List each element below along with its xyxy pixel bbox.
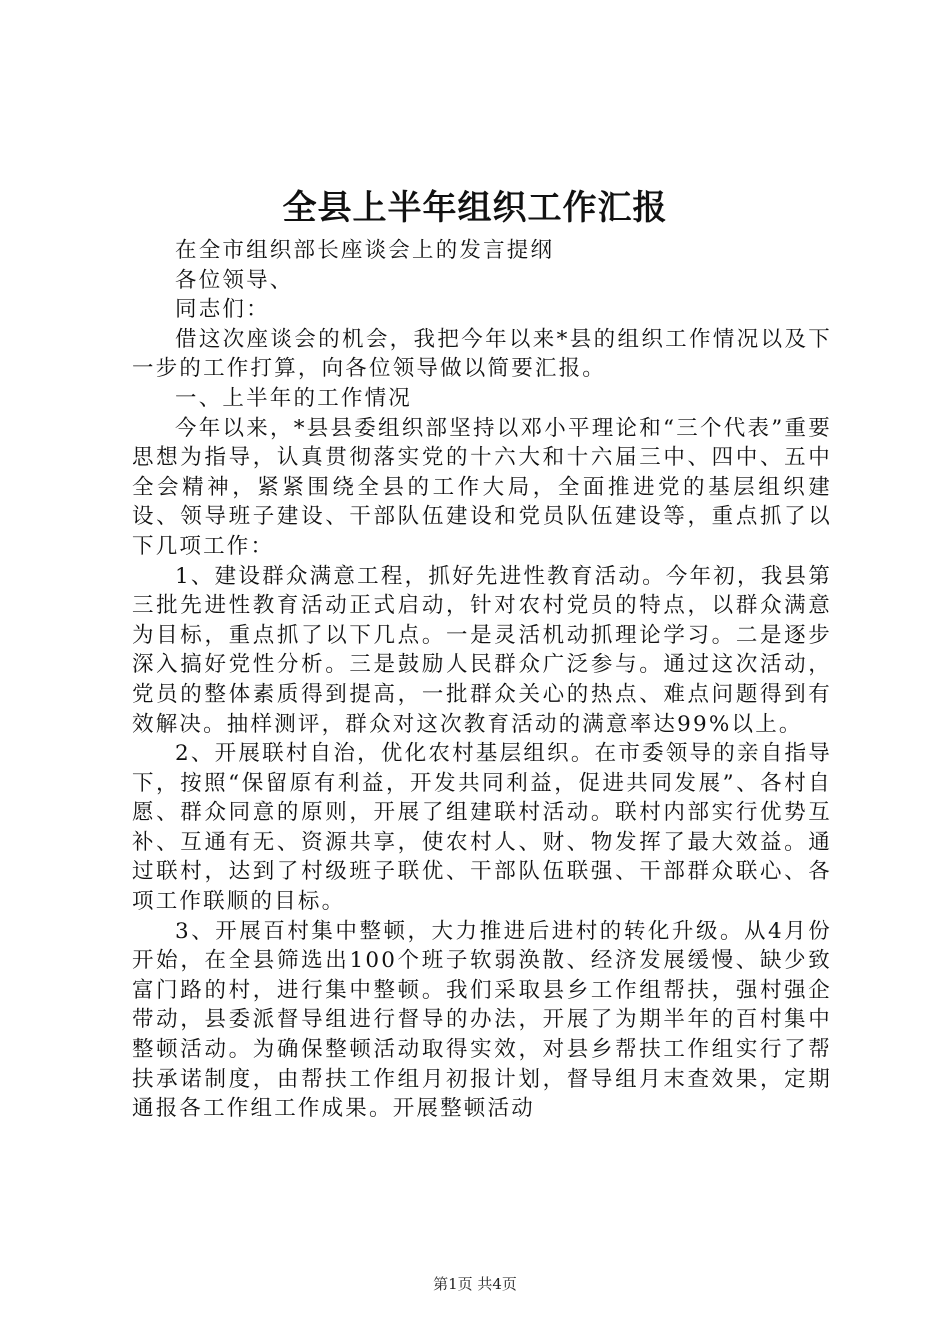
document-body (132, 236, 832, 1124)
paragraph-subtitle: 在全市组织部长座谈会上的发言提纲 (175, 238, 555, 263)
section-heading-1: 一、上半年的工作情况 (175, 385, 413, 411)
paragraph-overview: 今年以来，*县县委组织部坚持以邓小平理论和“三个代表”重要思想为指导，认真贯彻落实党的十六大和十六届三中、四中、五中全会精神，紧紧围绕全县的工作大局，全面推进党的基层组织建设、领导班子建设、干部队伍建设和党员队伍建设等，重点抓了以下几项工作： (132, 415, 832, 559)
paragraph-salutation-comrades: 同志们： (175, 297, 270, 323)
paragraph-item-3: 3、开展百村集中整顿，大力推进后进村的转化升级。从4月份开始，在全县筛选出100个班子软弱涣散、经济发展缓慢、缺少致富门路的村，进行集中整顿。我们采取县乡工作组帮扶，强村强企带动，县委派督导组进行督导的办法，开展了为期半年的百村集中整顿活动。为确保整顿活动取得实效，对县乡帮扶工作组实行了帮扶承诺制度，由帮扶工作组月初报计划，督导组月末查效果，定期通报各工作组工作成果。开展整顿活动 (132, 918, 832, 1122)
page-footer: 第1页 共4页 (433, 1275, 517, 1293)
paragraph-item-1: 1、建设群众满意工程，抓好先进性教育活动。今年初，我县第三批先进性教育活动正式启动，针对农村党员的特点，以群众满意为目标，重点抓了以下几点。一是灵活机动抓理论学习。二是逐步深入搞好党性分析。三是鼓励人民群众广泛参与。通过这次活动，党员的整体素质得到提高，一批群众关心的热点、难点问题得到有效解决。抽样测评，群众对这次教育活动的满意率达99%以上。 (132, 563, 832, 737)
document-title: 全县上半年组织工作汇报 (282, 188, 668, 228)
paragraph-salutation-leaders: 各位领导、 (175, 267, 294, 293)
paragraph-intro: 借这次座谈会的机会，我把今年以来*县的组织工作情况以及下一步的工作打算，向各位领导做以简要汇报。 (132, 326, 832, 382)
paragraph-item-2: 2、开展联村自治，优化农村基层组织。在市委领导的亲自指导下，按照“保留原有利益，开发共同利益，促进共同发展”、各村自愿、群众同意的原则，开展了组建联村活动。联村内部实行优势互补、互通有无、资源共享，使农村人、财、物发挥了最大效益。通过联村，达到了村级班子联优、干部队伍联强、干部群众联心、各项工作联顺的目标。 (132, 741, 832, 915)
